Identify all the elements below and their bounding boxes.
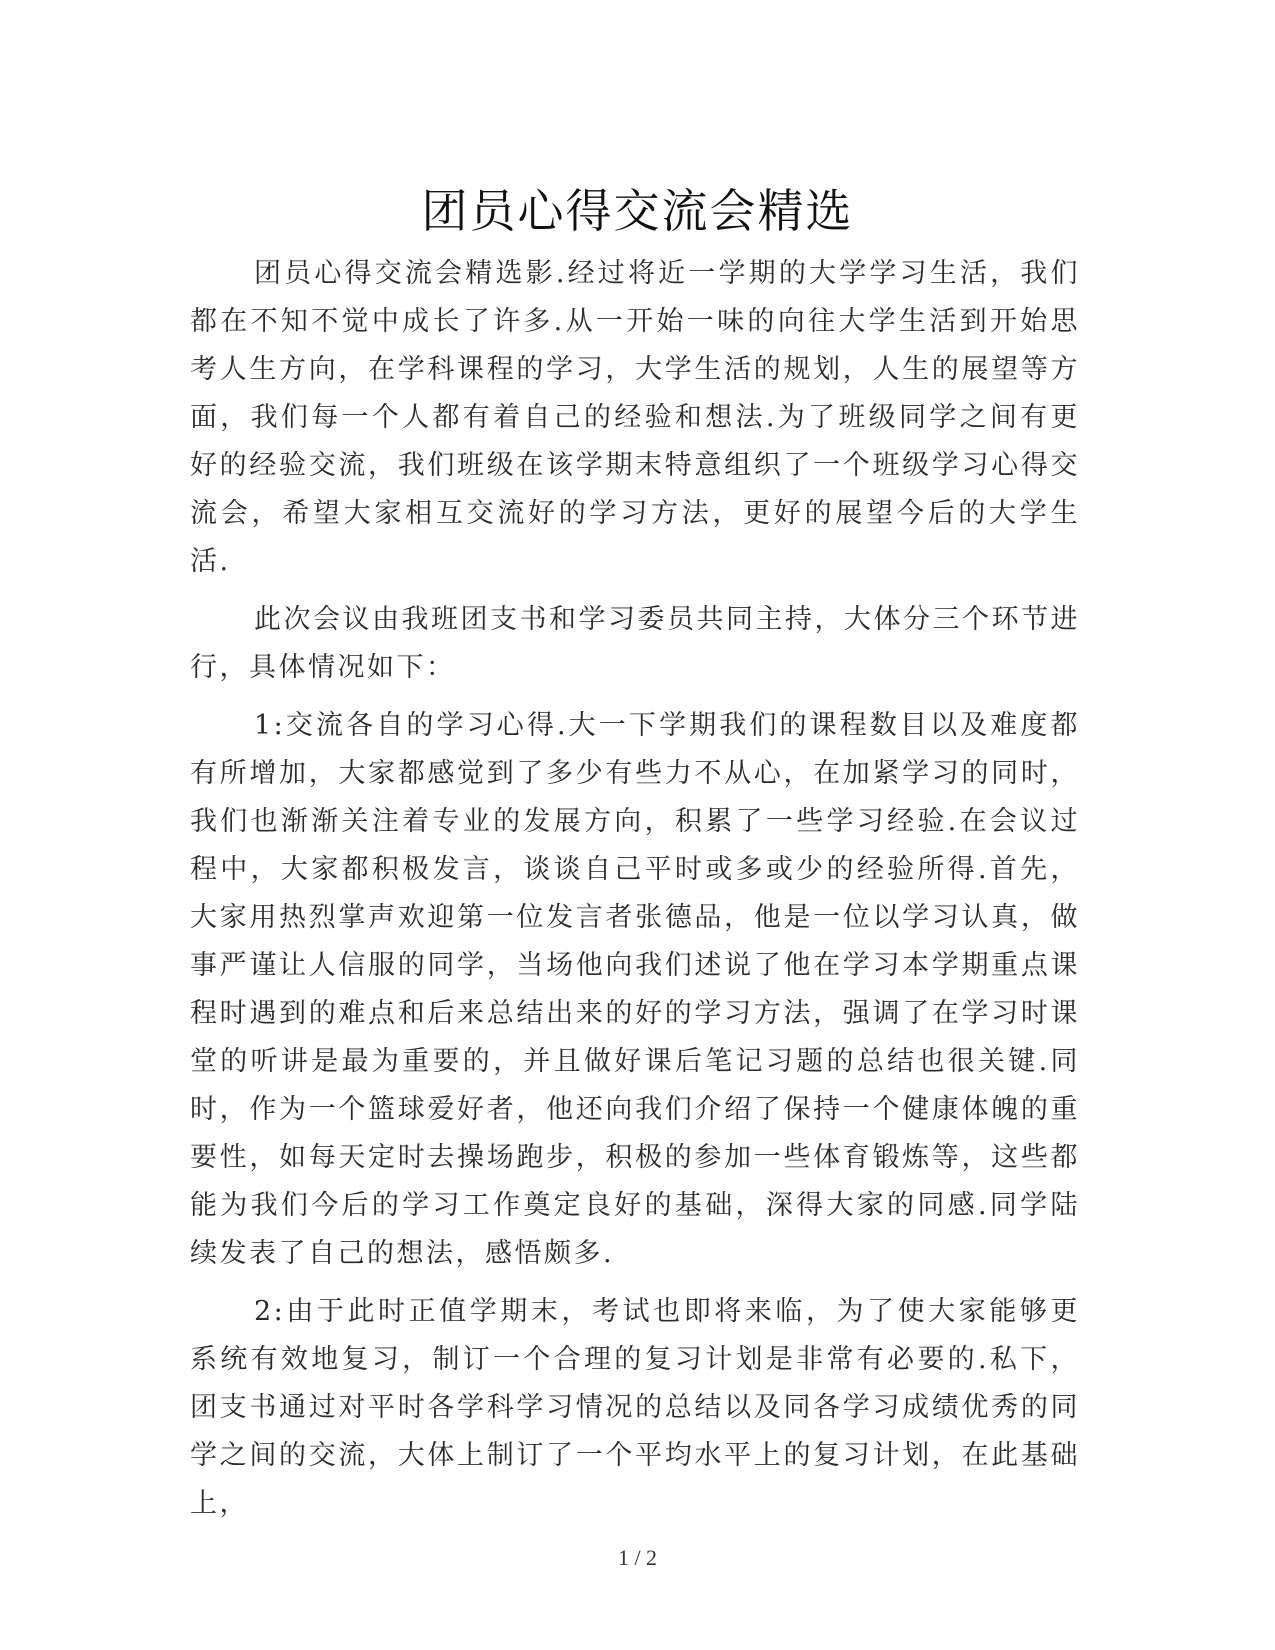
paragraph-meeting-overview: 此次会议由我班团支书和学习委员共同主持，大体分三个环节进行，具体情况如下：	[190, 604, 1080, 683]
document-body	[190, 250, 1080, 1538]
paragraph-section-2: 2:由于此时正值学期末，考试也即将来临，为了使大家能够更系统有效地复习，制订一个合理的复习计划是非常有必要的.私下，团支书通过对平时各学科学习情况的总结以及同各学习成绩优秀的同学之间的交流，大体上制订了一个平均水平上的复习计划，在此基础上，	[190, 1296, 1080, 1519]
paragraph-section-1: 1:交流各自的学习心得.大一下学期我们的课程数目以及难度都有所增加，大家都感觉到了多少有些力不从心，在加紧学习的同时，我们也渐渐关注着专业的发展方向，积累了一些学习经验.在会议过程中，大家都积极发言，谈谈自己平时或多或少的经验所得.首先，大家用热烈掌声欢迎第一位发言者张德品，他是一位以学习认真，做事严谨让人信服的同学，当场他向我们述说了他在学习本学期重点课程时遇到的难点和后来总结出来的好的学习方法，强调了在学习时课堂的听讲是最为重要的，并且做好课后笔记习题的总结也很关键.同时，作为一个篮球爱好者，他还向我们介绍了保持一个健康体魄的重要性，如每天定时去操场跑步，积极的参加一些体育锻炼等，这些都能为我们今后的学习工作奠定良好的基础，深得大家的同感.同学陆续发表了自己的想法，感悟颇多.	[190, 710, 1080, 1269]
document-title: 团员心得交流会精选	[421, 183, 854, 238]
paragraph-intro: 团员心得交流会精选影.经过将近一学期的大学学习生活，我们都在不知不觉中成长了许多.从一开始一味的向往大学生活到开始思考人生方向，在学科课程的学习，大学生活的规划，人生的展望等方面，我们每一个人都有着自己的经验和想法.为了班级同学之间有更好的经验交流，我们班级在该学期末特意组织了一个班级学习心得交流会，希望大家相互交流好的学习方法，更好的展望今后的大学生活.	[190, 258, 1080, 577]
page-number: 1 / 2	[617, 1545, 658, 1570]
